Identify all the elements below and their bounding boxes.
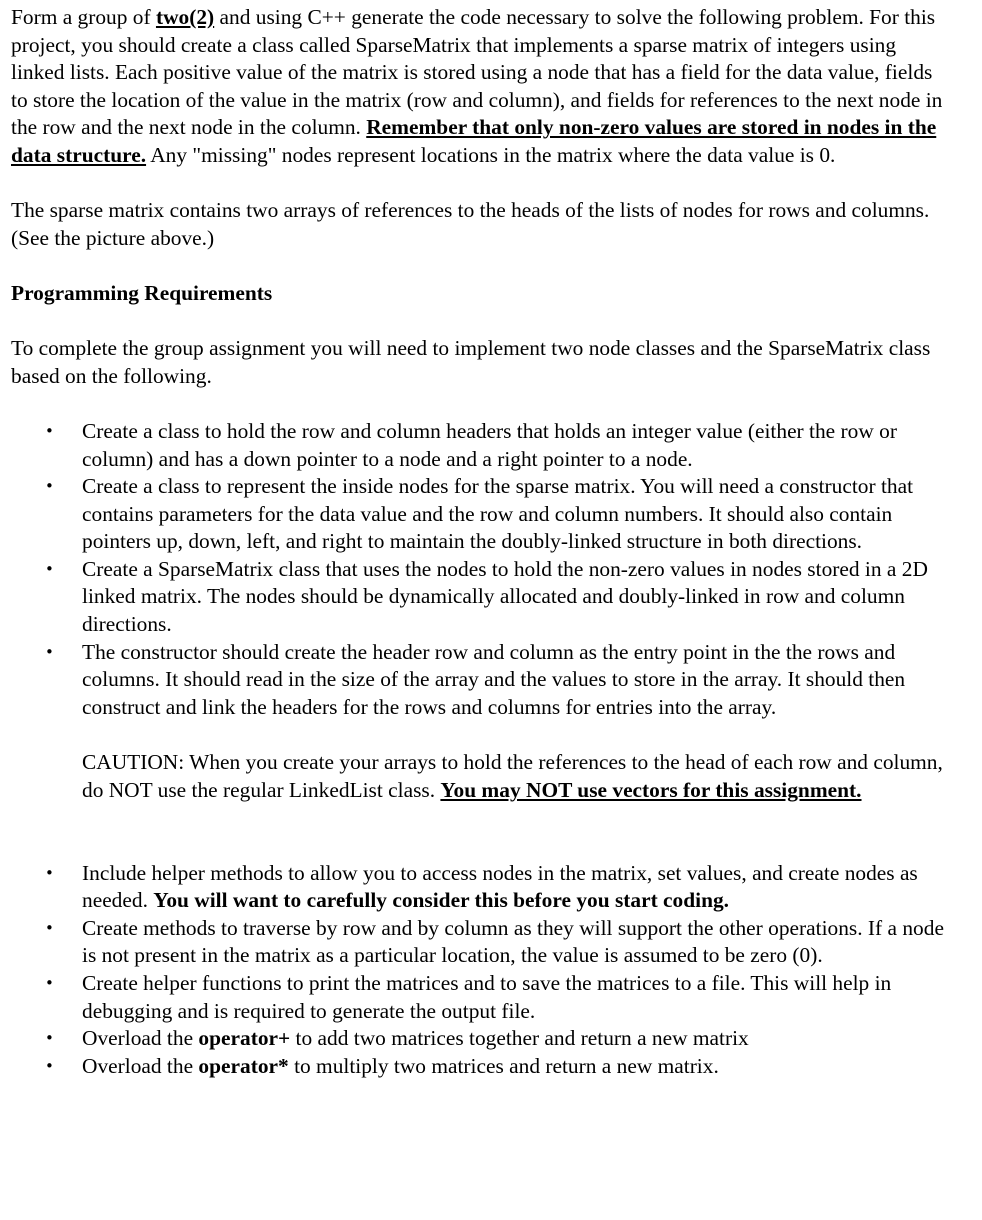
arrays-paragraph: The sparse matrix contains two arrays of references to the heads of the lists of nodes for rows and columns. (See the picture above.) (11, 198, 930, 250)
list-item: • Create methods to traverse by row and by column as they will support the other operations. If a node is not present in the matrix as a particular location, the value is assumed to be zero (0). (11, 915, 952, 970)
list-item: • Create helper functions to print the matrices and to save the matrices to a file. This will help in debugging and is required to generate the output file. (11, 970, 952, 1025)
list-item: • The constructor should create the header row and column as the entry point in the the rows and columns. It should read in the size of the array and the values to store in the array. It should then construct and link the headers for the rows and columns for entries into the array. (11, 639, 952, 722)
operator-plus: operator+ (198, 1026, 291, 1051)
intro-text-1: Form a group of (11, 5, 156, 29)
section-heading: Programming Requirements (11, 280, 273, 305)
intro-paragraph (11, 4, 952, 170)
nonzero-reminder: Remember that only non-zero values are stored in nodes in the data structure. (11, 115, 937, 167)
requirements-list-a (11, 418, 952, 722)
no-vectors-emphasis: You may NOT use vectors for this assignment. (440, 778, 862, 803)
caution-paragraph (11, 749, 952, 804)
list-item: • Create a class to represent the inside nodes for the sparse matrix. You will need a constructor that contains parameters for the data value and the row and column numbers. It should also contain pointers up, down, left, and right to maintain the doubly-linked structure in both directions. (11, 473, 952, 556)
list-item: • Create a class to hold the row and column headers that holds an integer value (either the row or column) and has a down pointer to a node and a right pointer to a node. (11, 418, 952, 473)
list-item: • Create a SparseMatrix class that uses the nodes to hold the non-zero values in nodes stored in a 2D linked matrix. The nodes should be dynamically allocated and doubly-linked in row and column directions. (11, 556, 952, 639)
intro-text-2: and using C++ generate the code necessary to solve the following problem. For this project, you should create a class called SparseMatrix that implements a sparse matrix of integers using linked lists. Each positive value of the matrix is stored using a node that has a field for the data value, fields to store the location of the value in the matrix (row and column), and fields for references to the next node in the row and the next node in the column. (11, 5, 943, 140)
requirements-list-b (11, 860, 952, 1081)
intro-text-3: Any "missing" nodes represent locations in the matrix where the data value is 0. (146, 142, 836, 167)
caution-text: CAUTION: When you create your arrays to hold the references to the head of each row and column, do NOT use the regular LinkedList class. (82, 750, 943, 803)
group-size-emphasis: two(2) (155, 5, 215, 29)
list-item: • Overload the operator* to multiply two matrices and return a new matrix. (11, 1053, 952, 1081)
list-item: • Include helper methods to allow you to access nodes in the matrix, set values, and create nodes as needed. You will want to carefully consider this before you start coding. (11, 860, 952, 915)
list-item: • Overload the operator+ to add two matrices together and return a new matrix (11, 1025, 952, 1053)
coding-emphasis: You will want to carefully consider this before you start coding. (153, 888, 730, 913)
operator-multiply: operator* (198, 1053, 289, 1078)
section-lead: To complete the group assignment you will need to implement two node classes and the SparseMatrix class based on the following. (11, 336, 931, 388)
